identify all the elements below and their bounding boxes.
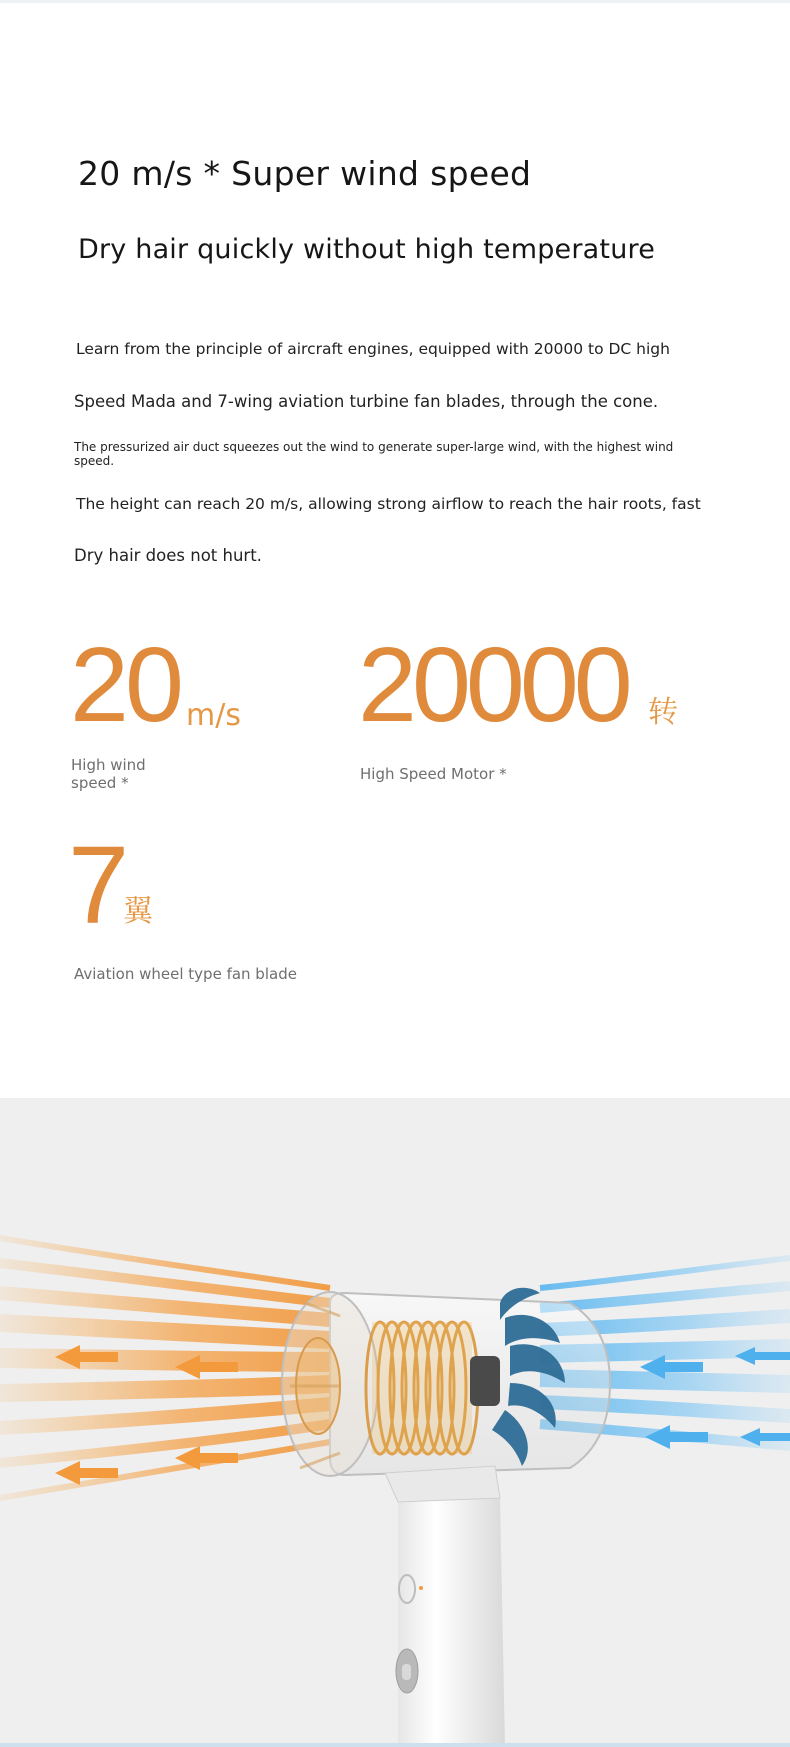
indicator-dot — [419, 1586, 423, 1590]
description-line: Learn from the principle of aircraft engines, equipped with 20000 to DC high — [76, 340, 670, 358]
top-divider — [0, 0, 790, 3]
stat-motor-speed-unit: 转 — [648, 695, 678, 730]
hot-air-stream — [0, 1238, 330, 1498]
stat-wind-speed-unit: m/s — [186, 698, 241, 733]
description-line: Speed Mada and 7-wing aviation turbine fan blades, through the cone. — [74, 392, 659, 411]
dryer-body — [282, 1288, 610, 1502]
product-hero-image — [0, 1098, 790, 1747]
description-line: The pressurized air duct squeezes out the wind to generate super-large wind, with the highest wind speed. — [74, 440, 674, 468]
dryer-handle — [396, 1498, 505, 1747]
stat-fan-blades-label: Aviation wheel type fan blade — [74, 965, 297, 983]
stat-wind-speed-label: High wind speed * — [71, 756, 146, 792]
stat-motor-speed-label: High Speed Motor * — [360, 765, 507, 783]
stat-motor-speed-value: 20000 — [358, 626, 628, 744]
stat-fan-blades-unit: 翼 — [123, 894, 153, 929]
description-line: Dry hair does not hurt. — [74, 546, 262, 565]
arrow-left-icon — [645, 1425, 708, 1449]
motor — [470, 1356, 500, 1406]
description-line: The height can reach 20 m/s, allowing strong airflow to reach the hair roots, fast — [76, 495, 701, 513]
hair-dryer-illustration — [0, 1098, 790, 1747]
stat-fan-blades-value: 7 — [68, 824, 130, 947]
bottom-divider — [0, 1743, 790, 1747]
stat-wind-speed-value: 20 — [70, 626, 180, 744]
page-title: 20 m/s * Super wind speed — [78, 154, 532, 193]
page-subtitle: Dry hair quickly without high temperature — [78, 234, 656, 265]
